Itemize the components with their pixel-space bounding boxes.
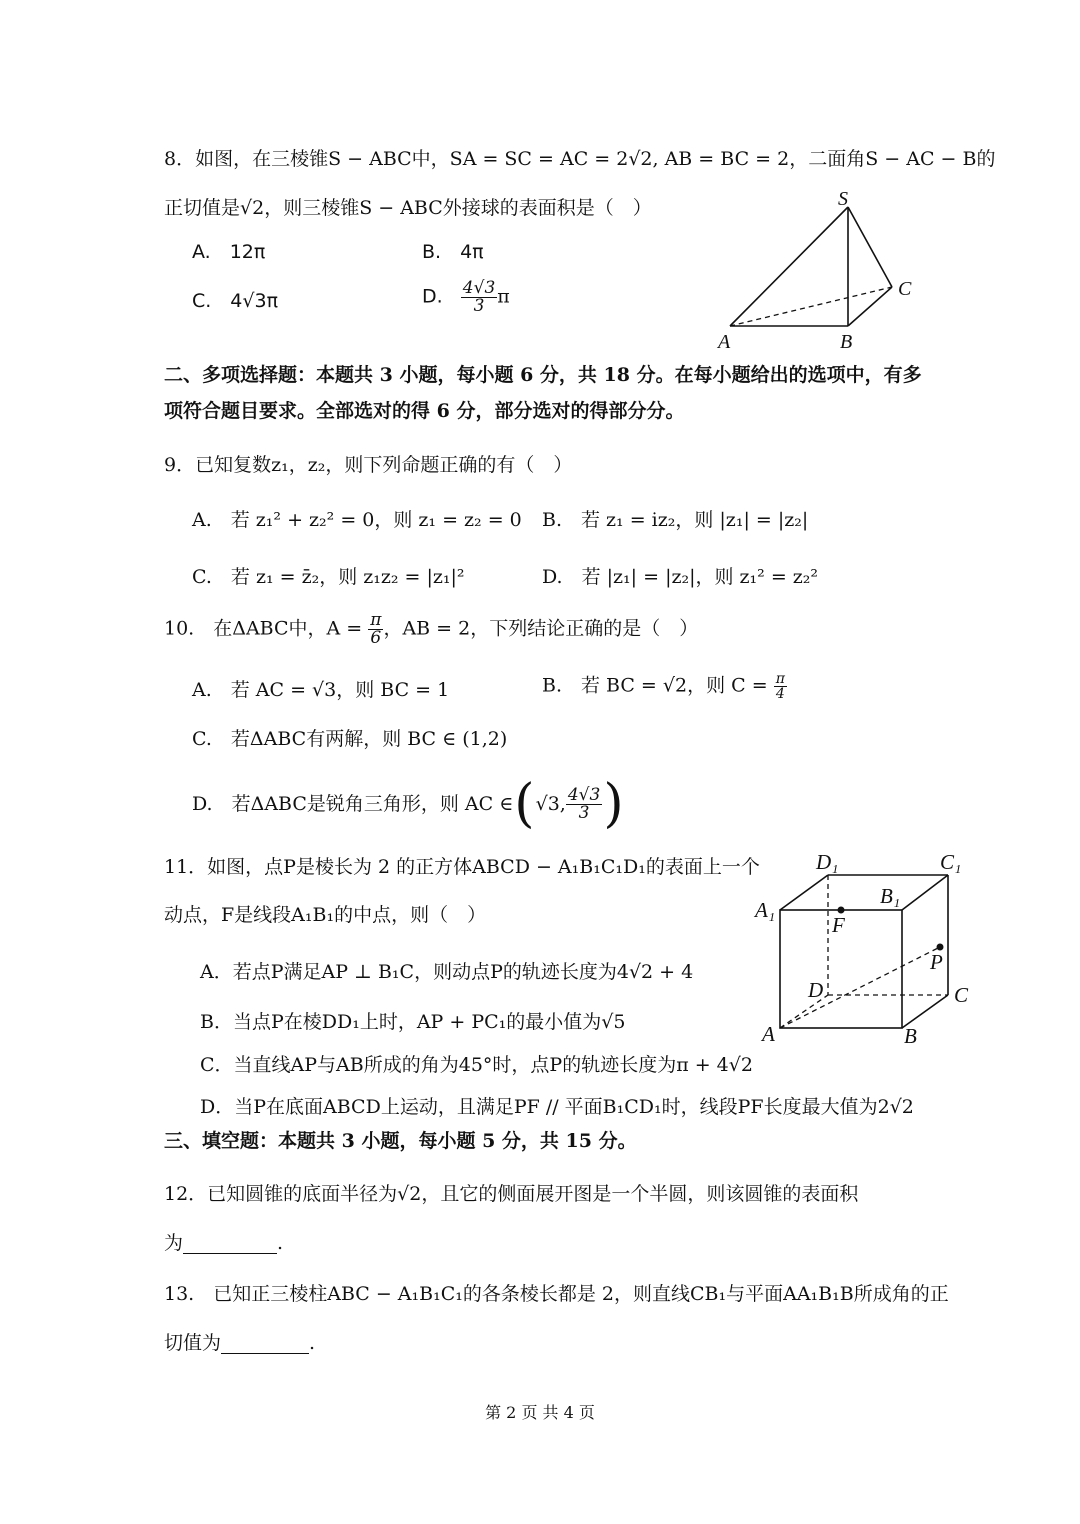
page-footer: 第 2 页 共 4 页 — [485, 1403, 595, 1422]
segment-ap-hidden — [780, 947, 940, 1028]
q10-option-d-fraction — [566, 784, 602, 823]
q8-option-d — [422, 280, 510, 315]
q10-stem-post: ，AB = 2，下列结论正确的是（ ） — [383, 617, 699, 640]
q12-line1: 12．已知圆锥的底面半径为√2，且它的侧面展开图是一个半圆，则该圆锥的表面积 — [164, 1183, 859, 1205]
q10-option-b-denominator: 4 — [775, 686, 785, 702]
label-s: S — [838, 188, 848, 210]
label-b1: B₁ — [880, 884, 901, 908]
q12-answer-blank[interactable] — [183, 1234, 277, 1254]
q9-stem: 9．已知复数z₁，z₂，则下列命题正确的有（ ） — [164, 454, 573, 476]
edge-bc — [848, 287, 892, 326]
q8-option-d-tail: π — [497, 285, 510, 308]
q8-option-b: B. 4π — [422, 241, 484, 263]
q10-option-d-a: √3, — [535, 792, 566, 815]
label-a: A — [762, 1022, 775, 1045]
q13-line2-post: . — [309, 1332, 316, 1354]
edge-sa — [730, 207, 848, 326]
section3-heading: 三、填空题：本题共 3 小题，每小题 5 分，共 15 分。 — [164, 1130, 637, 1152]
edge-b1c1 — [902, 875, 948, 910]
section2-heading-line1: 二、多项选择题：本题共 3 小题，每小题 6 分，共 18 分。在每小题给出的选项中，有多 — [164, 364, 922, 386]
q8-line1: 8．如图，在三棱锥S − ABC中，SA = SC = AC = 2√2, AB = BC = 2，二面角S − AC − B的 — [164, 148, 996, 170]
q11-option-b: B．当点P在棱DD₁上时，AP + PC₁的最小值为√5 — [200, 1011, 626, 1033]
q8-option-c: C. 4√3π — [192, 290, 279, 312]
label-b: B — [840, 331, 853, 353]
q11-line2: 动点，F是线段A₁B₁的中点，则（ ） — [164, 904, 487, 926]
q11-option-d: D．当P在底面ABCD上运动，且满足PF // 平面B₁CD₁时，线段PF长度最大值为2√2 — [200, 1096, 914, 1118]
label-c: C — [954, 983, 969, 1007]
q10-stem-numerator: π — [370, 610, 382, 630]
q13-answer-blank[interactable] — [221, 1334, 309, 1354]
label-a: A — [718, 331, 731, 353]
cube-figure — [750, 845, 990, 1045]
q10-option-d — [192, 776, 624, 832]
q12-line2-pre: 为 — [164, 1232, 184, 1254]
q11-option-a: A．若点P满足AP ⊥ B₁C，则动点P的轨迹长度为4√2 + 4 — [200, 961, 694, 983]
q10-option-d-left-paren: ( — [514, 774, 535, 834]
q13-line1: 13. 已知正三棱柱ABC − A₁B₁C₁的各条棱长都是 2，则直线CB₁与平面AA₁B₁B所成角的正 — [164, 1283, 949, 1305]
q10-stem-denominator: 6 — [370, 628, 382, 648]
q10-stem-pre: 10. 在ΔABC中，A = — [164, 617, 363, 640]
label-b: B — [904, 1024, 917, 1045]
q10-option-d-pre: D. 若ΔABC是锐角三角形，则 AC ∈ — [192, 792, 514, 815]
q13-line2-pre: 切值为 — [164, 1332, 222, 1354]
label-c: C — [898, 278, 912, 300]
q13-line2 — [164, 1334, 315, 1354]
q8-option-d-denominator: 3 — [473, 296, 485, 316]
q9-option-c: C. 若 z₁ = z̄₂，则 z₁z₂ = |z₁|² — [192, 566, 465, 588]
q10-option-b — [542, 672, 787, 701]
q10-option-d-denominator: 3 — [578, 802, 590, 823]
q12-line2-post: . — [277, 1232, 284, 1254]
label-c1: C₁ — [940, 850, 962, 874]
q12-line2 — [164, 1234, 283, 1254]
label-p: P — [930, 950, 943, 974]
q8-option-d-numerator: 4√3 — [462, 278, 496, 298]
q9-option-d: D. 若 |z₁| = |z₂|，则 z₁² = z₂² — [542, 566, 819, 588]
label-d1: D₁ — [816, 850, 839, 874]
q10-stem — [164, 612, 698, 647]
q10-option-d-numerator: 4√3 — [567, 784, 601, 805]
q10-option-b-pre: B. 若 BC = √2，则 C = — [542, 674, 768, 697]
edge-ac-hidden — [730, 287, 892, 326]
q9-option-a: A. 若 z₁² + z₂² = 0，则 z₁ = z₂ = 0 — [192, 509, 522, 531]
q10-stem-fraction — [368, 612, 383, 647]
q8-line2: 正切值是√2，则三棱锥S − ABC外接球的表面积是（ ） — [164, 197, 652, 219]
q9-option-b: B. 若 z₁ = iz₂，则 |z₁| = |z₂| — [542, 509, 809, 531]
label-a1: A₁ — [755, 898, 776, 922]
q10-option-a: A. 若 AC = √3，则 BC = 1 — [192, 679, 450, 701]
q8-option-d-fraction — [461, 280, 497, 315]
q8-option-d-label: D. — [422, 285, 443, 308]
q10-option-d-right-paren: ) — [603, 774, 624, 834]
label-d: D — [808, 978, 824, 1002]
q8-option-a: A. 12π — [192, 241, 266, 263]
edge-a1d1 — [780, 875, 828, 910]
q10-option-c: C. 若ΔABC有两解，则 BC ∈ (1,2) — [192, 728, 508, 750]
q11-line1: 11．如图，点P是棱长为 2 的正方体ABCD − A₁B₁C₁D₁的表面上一个 — [164, 856, 760, 878]
q11-option-c: C．当直线AP与AB所成的角为45°时，点P的轨迹长度为π + 4√2 — [200, 1054, 753, 1076]
q10-option-b-numerator: π — [775, 671, 785, 687]
pyramid-figure — [710, 185, 930, 355]
edge-sc — [848, 207, 892, 287]
section2-heading-line2: 项符合题目要求。全部选对的得 6 分，部分选对的得部分分。 — [164, 400, 685, 422]
q10-option-b-fraction — [774, 672, 787, 701]
label-f: F — [832, 913, 845, 937]
